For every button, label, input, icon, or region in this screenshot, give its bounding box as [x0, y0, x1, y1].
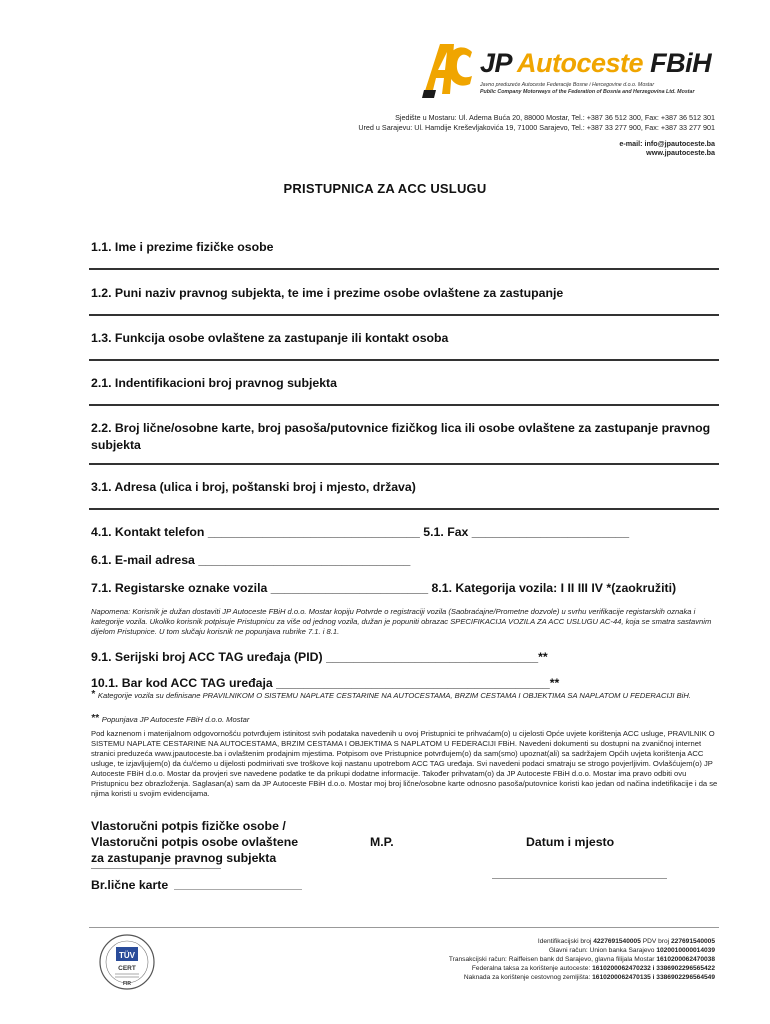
footer-line-transaction-account	[449, 956, 715, 963]
field-email[interactable]: 6.1. E-mail adresa _______________________________	[91, 553, 411, 567]
footer-transaction-value: 1610200062470038	[656, 956, 715, 963]
signature-line[interactable]	[91, 868, 221, 869]
field-line-id-number[interactable]	[89, 404, 719, 406]
footnote-star-1: *	[91, 689, 95, 700]
date-place-line[interactable]	[492, 878, 667, 879]
footer-road-fee-value: 1610200062470135 i 3386902296564549	[592, 974, 715, 981]
footer-transaction-label: Transakcijski račun: Raiffeisen bank dd Sarajevo, glavna filijala Mostar	[448, 956, 655, 963]
footer-federal-tax-value: 1610200062470232 i 3386902296565422	[592, 965, 715, 972]
contact-website: www.jpautoceste.ba	[646, 148, 715, 157]
footer-vat-label: PDV broj	[642, 938, 670, 945]
field-phone-fax[interactable]: 4.1. Kontakt telefon _______________________________ 5.1. Fax _______________________	[91, 525, 630, 539]
field-line-address[interactable]	[89, 508, 719, 510]
field-tag-barcode[interactable]: 10.1. Bar kod ACC TAG uređaja ________________________________________**	[91, 676, 560, 690]
field-label-id-card-passport: 2.2. Broj lične/osobne karte, broj pasoša/putovnice fizičkog lica ili osobe ovlaštene za zastupanje pravnog subjekta	[91, 421, 711, 452]
company-logo	[420, 38, 720, 100]
address-mostar: Sjedište u Mostaru: Ul. Adema Buća 20, 88000 Mostar, Tel.: +387 36 512 300, Fax: +387 36 512 301	[395, 113, 715, 122]
footer-main-account-value: 1020010000014039	[656, 947, 715, 954]
footer-id-label: Identifikacijski broj	[537, 938, 592, 945]
footer-id-value: 4227691540005	[593, 938, 641, 945]
footer-line-federal-tax	[472, 965, 715, 972]
footer-main-account-label: Glavni račun: Union banka Sarajevo	[548, 947, 655, 954]
field-line-full-name[interactable]	[89, 268, 719, 270]
registration-note: Napomena: Korisnik je dužan dostaviti JP Autoceste FBiH d.o.o. Mostar kopiju Potvrde o registraciji vozila (Saobraćajne/Prometne dozvole) u svrhu verifikacije registarskih oznaka i kategorije vozila. Ukoliko korisnik potpisuje Pristupnicu za više od jednog vozila, dužan je popuniti obrazac SPECIFIKACIJA VOZILA ZA ACC USLUGU AC-44, koja se smatra sastavnim dijelom Pristupnice. U tom slučaju korisnik ne popunjava rubrike 7.1. i 8.1.	[91, 607, 712, 636]
logo-fbih: FBiH	[650, 48, 712, 78]
field-label-full-name: 1.1. Ime i prezime fizičke osobe	[91, 240, 274, 254]
logo-jp: JP	[480, 48, 512, 78]
logo-autoceste: Autoceste	[517, 48, 644, 78]
field-line-legal-entity[interactable]	[89, 314, 719, 316]
signature-label-line-2: Vlastoručni potpis osobe ovlaštene	[91, 835, 299, 849]
footer-vat-value: 227691540005	[670, 938, 715, 945]
svg-text:CERT: CERT	[118, 965, 136, 972]
field-line-id-card-passport[interactable]	[89, 463, 719, 465]
footnote-filled-by	[91, 714, 721, 725]
logo-subtitle-local: Javno preduzeće Autoceste Federacije Bosne i Hercegovine d.o.o. Mostar	[480, 82, 655, 88]
footer-road-fee-label: Naknada za korištenje cestovnog zemljišta:	[463, 974, 591, 981]
logo-wordmark	[480, 48, 711, 79]
field-label-address: 3.1. Adresa (ulica i broj, poštanski broj i mjesto, država)	[91, 480, 416, 494]
field-plates-category[interactable]: 7.1. Registarske oznake vozila _______________________ 8.1. Kategorija vozila: I II III IV *(zaokružiti)	[91, 581, 677, 595]
field-label-function: 1.3. Funkcija osobe ovlaštene za zastupanje ili kontakt osoba	[91, 331, 449, 345]
document-title: PRISTUPNICA ZA ACC USLUGU	[283, 181, 487, 196]
logo-subtitle-english: Public Company Motorways of the Federation of Bosnia and Herzegovina Ltd. Mostar	[480, 89, 695, 95]
footer-federal-tax-label: Federalna taksa za korištenje autoceste:	[471, 965, 591, 972]
footer-divider	[89, 927, 719, 928]
footer-line-ids	[538, 938, 715, 945]
footnote-category	[91, 690, 721, 701]
footnote-text-2: Popunjava JP Autoceste FBiH d.o.o. Mostar	[101, 715, 250, 724]
svg-text:TÜV: TÜV	[119, 951, 135, 960]
signature-label-line-1: Vlastoručni potpis fizičke osobe /	[91, 819, 286, 833]
id-card-line[interactable]	[174, 880, 302, 890]
signature-label	[91, 818, 351, 866]
field-line-function[interactable]	[89, 359, 719, 361]
footer-line-road-fee	[464, 974, 715, 981]
field-tag-serial[interactable]: 9.1. Serijski broj ACC TAG uređaja (PID) _______________________________**	[91, 650, 548, 664]
address-sarajevo: Ured u Sarajevu: Ul. Hamdije Kreševljakovića 19, 71000 Sarajevo, Tel.: +387 33 277 900, Fax: +387 33 277 901	[358, 123, 715, 132]
footnote-text-1: Kategorije vozila su definisane PRAVILNIKOM O SISTEMU NAPLATE CESTARINE NA AUTOCESTAMA, BRZIM CESTAMA I OBJEKTIMA SA NAPLATOM U FEDERACIJI BiH.	[97, 691, 691, 700]
stamp-label: M.P.	[370, 835, 394, 849]
id-card-label: Br.lične karte	[91, 878, 169, 892]
declaration-text: Pod kaznenom i materijalnom odgovornošću potvrđujem istinitost svih podataka navedenih u ovoj Pristupnici te prihvaćam(o) u cijelosti Opće uvjete korištenja ACC usluge, PRAVILNIK O SISTEMU NAPLATE CESTARINE NA AUTOCESTAMA, BRZIM CESTAMA I OBJEKTIMA S NAPLATOM U FEDERACIJI FBiH. Navedeni dokumenti su dostupni na zvaničnoj internet stranici preduzeća www.jpautoceste.ba i ovlaštenim prodajnim mjestima. Potpisom ove Pristupnice potvrđujem(o) da sam(smo) upoznat(ali) sa sadržajem Općih uvjeta korištenja ACC usluge, te izjavljujem(o) da ću/ćemo u dijelosti podmirivati sve troškove koji nastanu upotrebom ACC TAG uređaja. Svi navedeni podaci smatraju se strogo povjerljivim. Ovlašćujem(o) JP Autoceste FBiH d.o.o. Mostar da provjeri sve navedene podatke te da prikupi dodatne informacije. Također prihvatam(o) da JP Autoceste FBiH d.o.o. Mostar ima pravo odbiti ovu Pristupnicu bez obrazloženja. Saglasan(a) sam da JP Autoceste FBiH d.o.o. Mostar moj broj lične/osobne karte odnosno pasoša/putovnice koristi kao jedan od načina indetifikacije i da se njima koristi u svojim evidencijama.	[91, 729, 718, 798]
footer-line-main-account	[549, 947, 715, 954]
contact-email: e-mail: info@jpautoceste.ba	[619, 139, 715, 148]
id-card-field[interactable]	[91, 878, 302, 892]
svg-text:FIR: FIR	[122, 981, 132, 987]
field-label-legal-entity: 1.2. Puni naziv pravnog subjekta, te ime i prezime osobe ovlaštene za zastupanje	[91, 286, 564, 300]
footnote-star-2: **	[91, 713, 99, 724]
field-label-id-number: 2.1. Indentifikacioni broj pravnog subjekta	[91, 376, 337, 390]
signature-label-line-3: za zastupanje pravnog subjekta	[91, 851, 277, 865]
ac-logo-mark-icon	[420, 38, 476, 98]
date-place-label: Datum i mjesto	[526, 835, 615, 849]
tuv-cert-seal-icon	[96, 933, 158, 991]
